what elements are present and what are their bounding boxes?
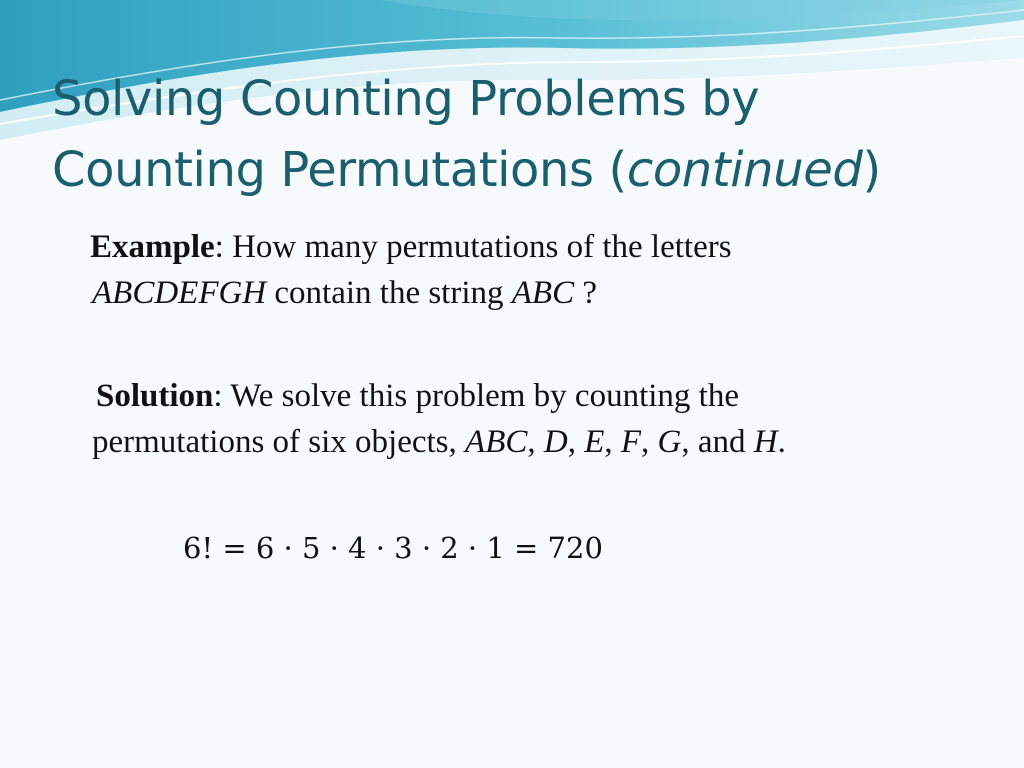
- solution-line-2-prefix: permutations of six objects,: [92, 424, 466, 460]
- object-d: D: [543, 424, 568, 460]
- solution-label: Solution: [96, 378, 214, 414]
- example-letters: ABCDEFGH: [92, 275, 267, 311]
- separator: ,: [527, 424, 544, 460]
- factorial-formula: 6! = 6 · 5 · 4 · 3 · 2 · 1 = 720: [183, 531, 603, 565]
- object-h: H: [753, 424, 778, 460]
- example-question: : How many permutations of the letters: [214, 229, 732, 265]
- solution-line-2: [92, 419, 786, 465]
- title-line-2-suffix: ): [862, 142, 881, 198]
- solution-line-1: [96, 373, 786, 419]
- title-line-2: [52, 135, 1002, 206]
- title-continued: continued: [626, 142, 863, 198]
- separator: ,: [641, 424, 658, 460]
- object-e: E: [584, 424, 605, 460]
- object-g: G: [657, 424, 682, 460]
- title-line-1: Solving Counting Problems by: [52, 71, 760, 127]
- example-mid-text: contain the string: [266, 275, 512, 311]
- object-abc: ABC: [465, 424, 528, 460]
- object-f: F: [620, 424, 642, 460]
- solution-paragraph: [92, 373, 786, 465]
- example-line-2: [92, 270, 732, 316]
- example-line-1: [90, 224, 732, 270]
- separator: ,: [567, 424, 585, 460]
- slide-title: [52, 64, 1002, 206]
- solution-text: : We solve this problem by counting the: [213, 378, 739, 414]
- example-paragraph: [90, 224, 732, 316]
- example-label: Example: [90, 229, 215, 265]
- separator: ,: [604, 424, 621, 460]
- separator-and: , and: [681, 424, 754, 460]
- solution-end: .: [777, 424, 786, 460]
- example-end: ?: [574, 275, 597, 311]
- title-line-2-prefix: Counting Permutations (: [52, 142, 627, 198]
- example-string: ABC: [511, 275, 575, 311]
